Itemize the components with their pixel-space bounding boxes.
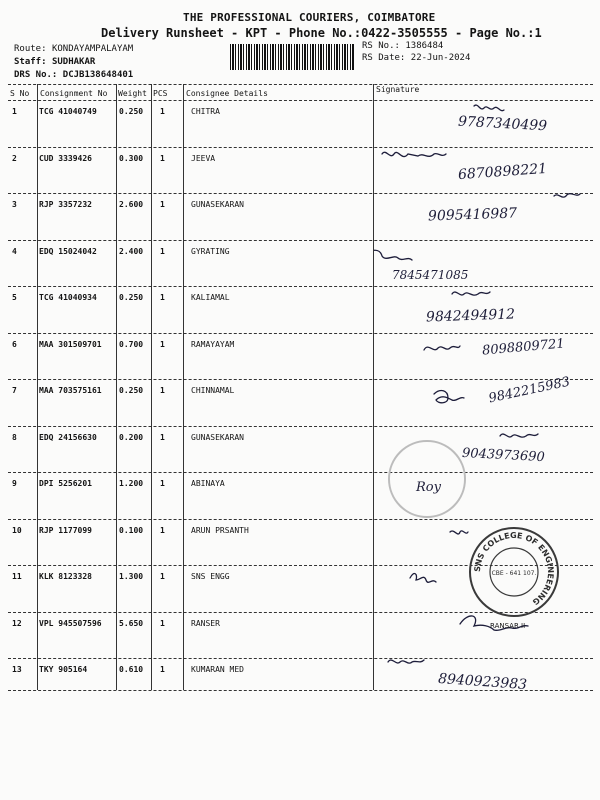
handwritten-phone: 6870898221 [457,160,548,184]
route-value: KONDAYAMPALAYAM [51,44,134,54]
signature-mark [424,346,460,350]
drs-line [14,70,133,80]
rs-date-line [362,53,470,63]
col-rule [151,84,152,690]
row-sno: 2 [12,153,17,163]
signature-mark [474,105,504,111]
row-pcs: 1 [160,200,165,209]
stamp-ring [468,526,560,618]
row-sno: 8 [12,432,17,442]
col-rule [116,84,117,690]
college-stamp [468,526,560,618]
row-pcs: 1 [160,432,165,442]
row-sno: 4 [12,246,17,256]
row-sno: 5 [12,293,17,302]
table-bottom-rule [8,690,593,691]
handwritten-phone: 9043973690 [461,445,546,466]
row-consignee: GYRATING [191,246,230,256]
row-consignee: GUNASEKARAN [191,432,244,442]
row-consignee: GUNASEKARAN [191,200,244,209]
stamp-ring-text: SNS COLLEGE OF ENGINEERING [472,530,556,607]
row-consignee: JEEVA [191,153,216,163]
row-consignee: KALIAMAL [191,293,230,302]
row-pcs: 1 [160,572,165,581]
rs-no-line [362,41,443,51]
row-pcs: 1 [160,339,165,349]
signature-mark [382,152,446,156]
row-pcs: 1 [160,479,165,488]
row-weight: 5.650 [119,618,144,628]
staff-line [14,57,95,67]
col-header-sno: S No [10,89,30,98]
row-consignment-no: MAA 301509701 [39,339,102,349]
row-consignment-no: VPL 945507596 [39,618,102,628]
drs-value: DCJB138648401 [62,70,134,80]
row-pcs: 1 [160,618,165,628]
route-line [14,44,133,54]
col-header-signature: Signature [376,85,420,94]
col-header-consignee: Consignee Details [186,89,268,98]
row-weight: 0.300 [119,153,144,163]
col-rule [183,84,184,690]
staff-label: Staff: [14,57,47,67]
row-sno: 3 [12,200,17,209]
row-consignee: KUMARAN MED [191,665,244,674]
signature-mark [388,660,424,663]
row-weight: 2.600 [119,200,144,209]
rs-date-label: RS Date: [362,53,406,63]
table-top-rule [8,84,593,85]
row-consignment-no: TCG 41040934 [39,293,97,302]
row-consignment-no: TCG 41040749 [39,107,97,116]
row-weight: 0.700 [119,339,144,349]
row-consignee: ABINAYA [191,479,225,488]
row-sno: 9 [12,479,17,488]
row-sno: 10 [12,525,22,535]
row-consignment-no: MAA 703575161 [39,386,102,395]
row-consignee: SNS ENGG [191,572,230,581]
row-sno: 1 [12,107,17,116]
svg-text:SNS COLLEGE OF ENGINEERING [473,531,555,607]
barcode [230,44,354,70]
row-consignment-no: DPI 5256201 [39,479,92,488]
row-consignment-no: CUD 3339426 [39,153,92,163]
row-consignee: ARUN PRSANTH [191,525,249,535]
handwritten-phone: 9842494912 [425,306,516,326]
drs-label: DRS No.: [14,70,58,80]
col-rule [37,84,38,690]
row-pcs: 1 [160,525,165,535]
staff-value: SUDHAKAR [51,57,96,67]
row-sno: 6 [12,339,17,349]
row-consignment-no: EDQ 15024042 [39,246,97,256]
rs-no-value: 1386484 [405,41,444,51]
row-consignee: RANSER [191,618,220,628]
row-pcs: 1 [160,293,165,302]
row-weight: 0.250 [119,386,144,395]
row-pcs: 1 [160,153,165,163]
row-weight: 0.610 [119,665,144,674]
row-consignment-no: RJP 3357232 [39,200,92,209]
row-weight: 0.250 [119,107,144,116]
row-sno: 7 [12,386,17,395]
rs-date-value: 22-Jun-2024 [410,53,471,63]
signature-mark [410,574,436,583]
row-pcs: 1 [160,107,165,116]
signature-mark [434,391,464,403]
runsheet-subtitle: Delivery Runsheet - KPT - Phone No.:0422-3505555 - Page No.:1 [101,26,542,40]
faint-stamp [388,440,466,518]
signature-mark [450,531,468,534]
row-consignee: CHITRA [191,107,220,116]
col-header-pcs: PCS [153,89,168,98]
col-header-weight: Weight [118,89,147,98]
row-pcs: 1 [160,386,165,395]
row-weight: 0.200 [119,432,144,442]
rs-no-label: RS No.: [362,41,400,51]
row-consignment-no: KLK 8123328 [39,572,92,581]
col-header-consignment: Consignment No [40,89,108,98]
handwritten-initials: Roy [416,480,441,495]
signature-mark [554,194,580,197]
handwritten-phone: 9095416987 [427,205,518,225]
row-consignment-no: EDQ 24156630 [39,432,97,442]
row-weight: 0.250 [119,293,144,302]
row-weight: 1.300 [119,572,144,581]
row-sno: 11 [12,572,22,581]
row-pcs: 1 [160,665,165,674]
handwritten-phone: 9842215983 [487,374,572,407]
row-consignee: RAMAYAYAM [191,339,235,349]
handwritten-phone: 7845471085 [392,268,469,282]
row-sno: 12 [12,618,22,628]
row-weight: 0.100 [119,525,144,535]
handwritten-phone: 8940923983 [437,670,528,694]
row-weight: 2.400 [119,246,144,256]
row-pcs: 1 [160,246,165,256]
company-title: THE PROFESSIONAL COURIERS, COIMBATORE [183,11,436,24]
signature-mark [452,292,490,295]
stamp-center-text: CBE - 641 107. [491,570,537,577]
route-label: Route: [14,44,47,54]
row-sno: 13 [12,665,22,674]
handwritten-phone: 9787340499 [457,113,548,135]
stamp-bottom-text: RANSAR II [490,622,526,630]
signature-mark [500,434,538,437]
row-consignment-no: RJP 1177099 [39,525,92,535]
row-consignment-no: TKY 905164 [39,665,88,674]
row-weight: 1.200 [119,479,144,488]
row-consignee: CHINNAMAL [191,386,235,395]
signature-mark [374,250,412,260]
handwritten-phone: 8098809721 [481,336,566,359]
